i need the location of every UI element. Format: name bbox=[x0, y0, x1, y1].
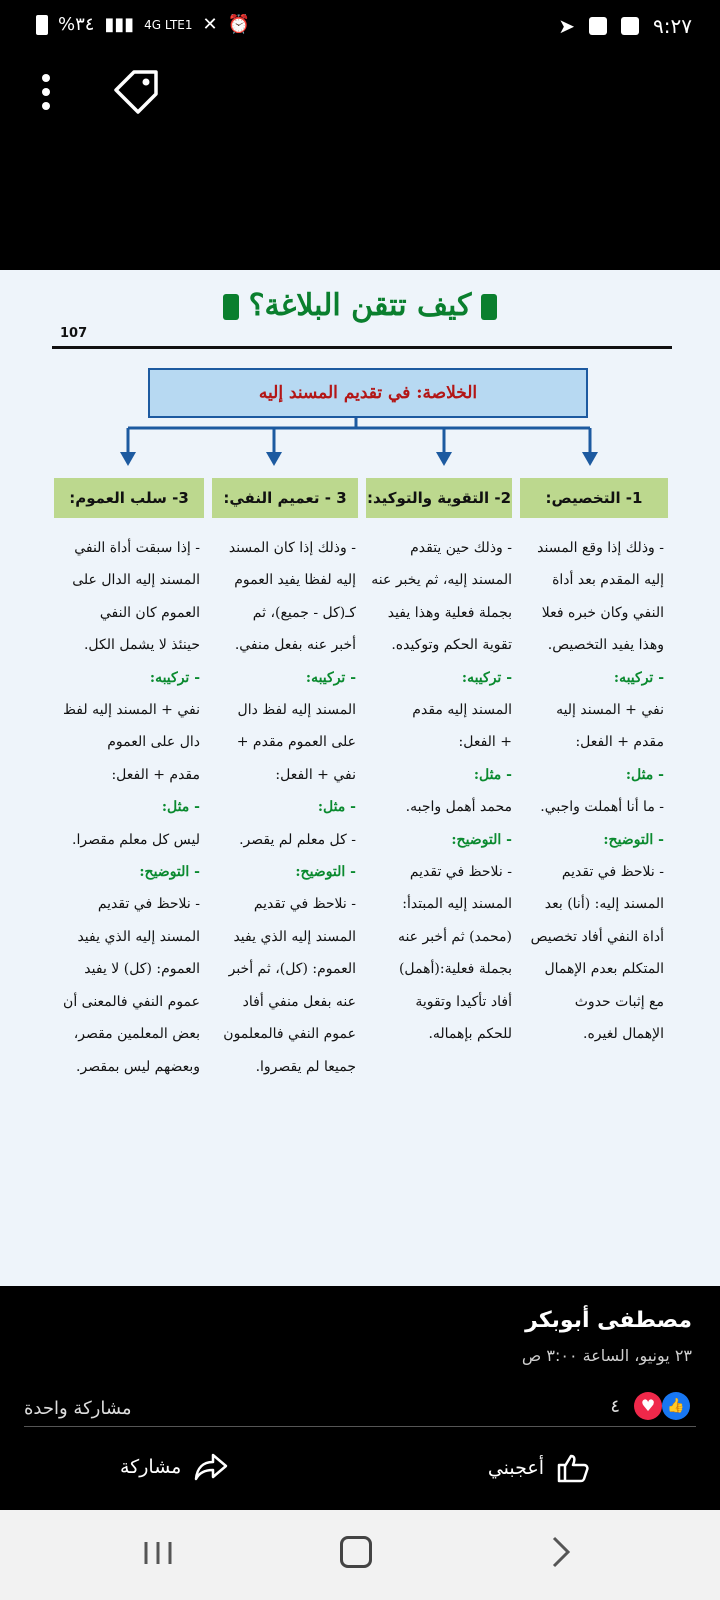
column-line: المسند إليه الذي يفيد bbox=[77, 928, 200, 945]
column-line: - كل معلم لم يقصر. bbox=[239, 831, 356, 848]
post-date[interactable]: ٢٣ يونيو، الساعة ٣:٠٠ ص bbox=[521, 1346, 692, 1365]
column-line: ليس كل معلم مقصرا. bbox=[72, 831, 200, 848]
share-count[interactable]: مشاركة واحدة bbox=[24, 1398, 132, 1419]
like-reaction-icon: 👍 bbox=[662, 1392, 690, 1420]
clock: ٩:٢٧ bbox=[653, 14, 692, 38]
column-line: بجملة فعلية:(أهمل) bbox=[398, 961, 512, 978]
column-line: - وذلك حين يتقدم bbox=[410, 540, 512, 556]
category-header-1: 1- التخصيص: bbox=[520, 478, 668, 518]
column-line: - نلاحظ في تقديم bbox=[97, 896, 200, 913]
column-line: للحكم بإهماله. bbox=[428, 1026, 512, 1043]
column-line: تقوية الحكم وتوكيده. bbox=[391, 637, 512, 654]
like-button[interactable] bbox=[488, 1452, 590, 1484]
column-line: وهذا يفيد التخصيص. bbox=[547, 637, 664, 654]
column-line: حينئذ لا يشمل الكل. bbox=[83, 637, 200, 654]
column-line: - مثل: bbox=[473, 766, 512, 783]
column-line: العموم: (كل)، ثم أخبر bbox=[228, 961, 356, 978]
column-line: + الفعل: bbox=[458, 734, 512, 751]
page-number: 107 bbox=[60, 326, 88, 341]
column-line: النفي وكان خبره فعلا bbox=[541, 604, 664, 621]
column-line: مع إثبات حدوث bbox=[574, 993, 664, 1010]
column-taqwiya bbox=[362, 532, 512, 1051]
column-line: - نلاحظ في تقديم bbox=[561, 864, 664, 881]
column-line: - إذا سبقت أداة النفي bbox=[74, 540, 200, 556]
column-line: بعض المعلمين مقصر، bbox=[73, 1026, 200, 1043]
thumbs-up-icon bbox=[556, 1452, 590, 1484]
column-line: - تركيبه: bbox=[149, 669, 200, 686]
status-left bbox=[36, 14, 250, 35]
photo-viewer-toolbar bbox=[0, 60, 720, 140]
battery-level: %٣٤ bbox=[58, 14, 95, 35]
divider bbox=[24, 1426, 696, 1427]
category-header-3: 3 - تعميم النفي: bbox=[212, 478, 358, 518]
column-line: كـ(كل - جميع)، ثم bbox=[252, 604, 356, 621]
column-line: جميعا لم يقصروا. bbox=[255, 1058, 356, 1075]
category-header-2: 2- التقوية والتوكيد: bbox=[366, 478, 512, 518]
column-line: المسند إليه، ثم يخبر عنه bbox=[371, 572, 512, 589]
share-icon bbox=[193, 1452, 229, 1482]
column-line: - تركيبه: bbox=[305, 669, 356, 686]
column-line: أخبر عنه بفعل منفي. bbox=[234, 637, 356, 654]
column-line: - نلاحظ في تقديم bbox=[409, 864, 512, 881]
mute-icon: ✕ bbox=[202, 14, 218, 35]
column-line: إليه المقدم بعد أداة bbox=[552, 572, 664, 589]
diagram-arrows bbox=[0, 270, 720, 480]
column-line: أداة النفي أفاد تخصيص bbox=[530, 928, 664, 945]
column-line: - التوضيح: bbox=[295, 864, 356, 881]
column-line: - مثل: bbox=[317, 799, 356, 816]
recent-apps-icon[interactable] bbox=[140, 1538, 176, 1568]
status-bar bbox=[0, 0, 720, 52]
column-line: - مثل: bbox=[161, 799, 200, 816]
status-right bbox=[558, 14, 692, 38]
system-navigation-bar bbox=[0, 1510, 720, 1600]
more-options-icon[interactable] bbox=[36, 70, 56, 116]
column-line: نفي + الفعل: bbox=[275, 766, 356, 783]
share-label: مشاركة bbox=[120, 1456, 182, 1478]
post-actions bbox=[0, 1440, 720, 1500]
column-line: - ما أنا أهملت واجبي. bbox=[540, 799, 664, 816]
column-line: مقدم + الفعل: bbox=[575, 734, 664, 751]
column-salb bbox=[50, 532, 200, 1083]
column-line: عموم النفي فالمعلمون bbox=[223, 1026, 356, 1043]
column-line: الإهمال لغيره. bbox=[583, 1026, 664, 1043]
love-reaction-icon: ♥ bbox=[634, 1392, 662, 1420]
battery-icon bbox=[36, 15, 48, 35]
reactions-summary[interactable] bbox=[610, 1392, 690, 1420]
column-line: نفي + المسند إليه bbox=[556, 702, 664, 719]
column-taameem bbox=[206, 532, 356, 1083]
column-line: بجملة فعلية وهذا يفيد bbox=[387, 604, 512, 621]
column-line: مقدم + الفعل: bbox=[111, 766, 200, 783]
column-takhsees bbox=[514, 532, 664, 1051]
column-line: المسند إليه مقدم bbox=[412, 702, 512, 719]
column-line: - التوضيح: bbox=[139, 864, 200, 881]
like-label: أعجبني bbox=[487, 1457, 544, 1479]
column-line: - مثل: bbox=[625, 766, 664, 783]
column-line: - وذلك إذا كان المسند bbox=[228, 540, 356, 556]
column-line: المسند إليه الذي يفيد bbox=[233, 928, 356, 945]
column-line: (محمد) ثم أخبر عنه bbox=[397, 928, 512, 945]
column-line: المسند إليه لفظ دال bbox=[237, 702, 356, 719]
post-details bbox=[0, 1290, 720, 1510]
column-line: - وذلك إذا وقع المسند bbox=[537, 540, 664, 556]
send-icon: ➤ bbox=[558, 14, 576, 38]
tag-icon[interactable] bbox=[110, 66, 162, 118]
post-photo[interactable] bbox=[0, 270, 720, 1286]
column-line: العموم: (كل) لا يفيد bbox=[84, 961, 200, 978]
column-line: - التوضيح: bbox=[603, 831, 664, 848]
page-title: كيف تتقن البلاغة؟ bbox=[0, 288, 720, 323]
column-line: وبعضهم ليس بمقصر. bbox=[76, 1058, 200, 1075]
gallery-icon bbox=[621, 17, 639, 35]
alarm-icon: ⏰ bbox=[227, 14, 251, 35]
column-line: عنه بفعل منفي أفاد bbox=[242, 993, 356, 1010]
column-line: - تركيبه: bbox=[461, 669, 512, 686]
column-line: المسند إليه: (أنا) بعد bbox=[544, 896, 664, 913]
column-line: محمد أهمل واجبه. bbox=[405, 799, 512, 816]
column-line: - تركيبه: bbox=[613, 669, 664, 686]
column-line: المتكلم بعدم الإهمال bbox=[544, 961, 664, 978]
column-line: أفاد تأكيدا وتقوية bbox=[415, 993, 512, 1010]
share-button[interactable] bbox=[120, 1452, 229, 1482]
network-type: 4G LTE1 bbox=[144, 17, 193, 32]
signal-icon: ▮▮▮ bbox=[104, 14, 135, 35]
column-line: - التوضيح: bbox=[451, 831, 512, 848]
column-line: دال على العموم bbox=[107, 734, 200, 751]
post-author[interactable]: مصطفى أبوبكر bbox=[525, 1308, 692, 1333]
back-icon[interactable] bbox=[546, 1534, 576, 1570]
column-line: المسند إليه الدال على bbox=[72, 572, 200, 589]
reaction-count: ٤ bbox=[610, 1395, 620, 1417]
column-line: العموم كان النفي bbox=[99, 604, 200, 621]
column-line: عموم النفي فالمعنى أن bbox=[63, 993, 200, 1010]
column-line: المسند إليه المبتدأ: bbox=[402, 896, 512, 913]
column-line: - نلاحظ في تقديم bbox=[253, 896, 356, 913]
category-header-4: 3- سلب العموم: bbox=[54, 478, 204, 518]
summary-box: الخلاصة: في تقديم المسند إليه bbox=[148, 368, 588, 418]
checkbox-icon bbox=[589, 17, 607, 35]
column-line: نفي + المسند إليه لفظ bbox=[62, 702, 200, 719]
column-line: إليه لفظا يفيد العموم bbox=[234, 572, 356, 589]
column-line: على العموم مقدم + bbox=[236, 734, 356, 751]
home-icon[interactable] bbox=[340, 1536, 372, 1568]
